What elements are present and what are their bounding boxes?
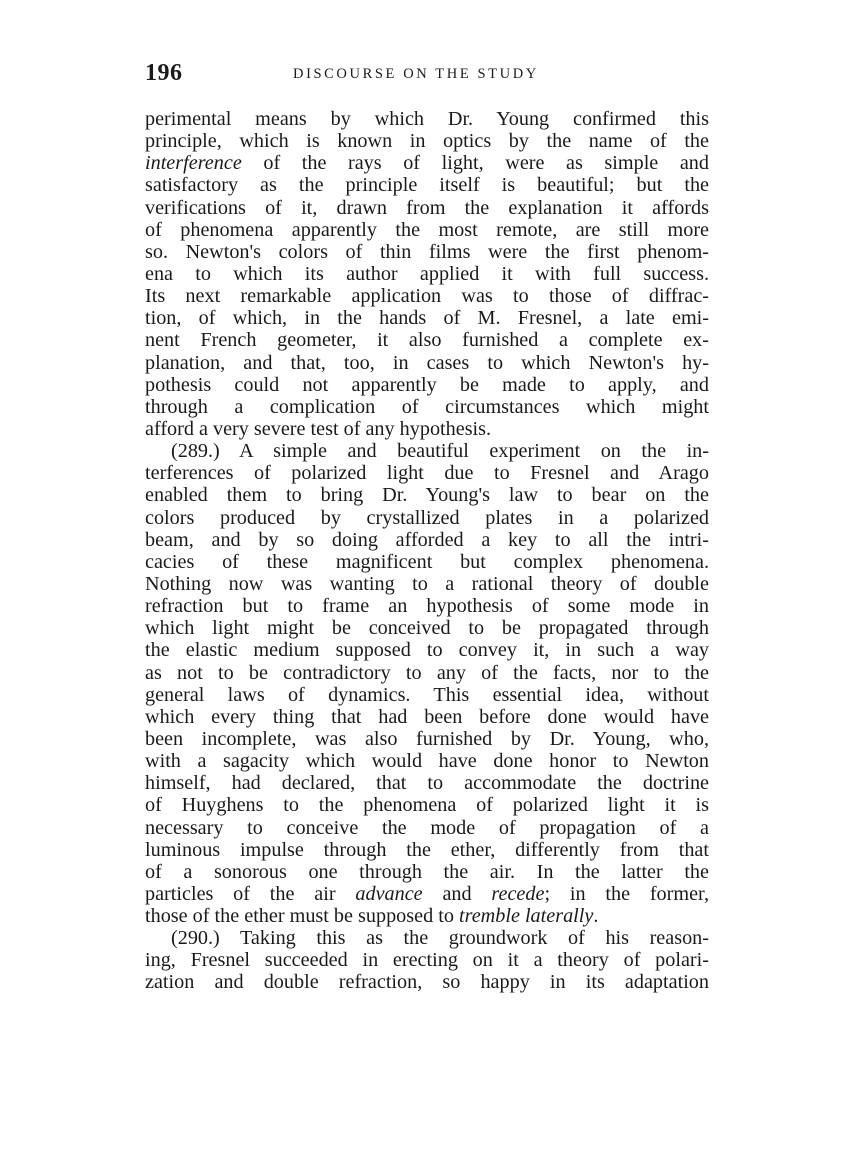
body-text <box>145 108 709 994</box>
running-head: DISCOURSE ON THE STUDY <box>293 66 539 82</box>
text-line: of phenomena apparently the most remote, are still more <box>145 218 709 241</box>
page-header <box>145 60 709 92</box>
text-line: the elastic medium supposed to convey it, in such a way <box>145 639 709 662</box>
paragraph-289-start: (289.) A simple and beautiful experiment on the in- <box>171 440 709 463</box>
text-line: of Huyghens to the phenomena of polarized light it is <box>145 794 709 817</box>
text-line: pothesis could not apparently be made to apply, and <box>145 373 709 396</box>
text-line <box>145 905 709 927</box>
text-line: nent French geometer, it also furnished a complete ex- <box>145 329 709 352</box>
text-line: tion, of which, in the hands of M. Fresnel, a late emi- <box>145 307 709 330</box>
text-line: which light might be conceived to be propagated through <box>145 617 709 640</box>
text-run: of the rays of light, were as simple and <box>241 152 709 175</box>
text-line: colors produced by crystallized plates in a polarized <box>145 506 709 529</box>
text-line: beam, and by so doing afforded a key to all the intri- <box>145 528 709 551</box>
text-line: through a complication of circumstances which might <box>145 395 709 418</box>
italic-term: advance <box>355 882 423 905</box>
text-line: verifications of it, drawn from the explanation it affords <box>145 196 709 219</box>
text-line: of a sonorous one through the air. In the latter the <box>145 860 709 883</box>
text-line <box>145 883 709 905</box>
italic-term: interference <box>145 152 242 175</box>
text-run: particles of the air <box>145 882 356 905</box>
paragraph-290-start: (290.) Taking this as the groundwork of his reason- <box>171 927 709 950</box>
page-number: 196 <box>145 60 183 86</box>
italic-term: recede <box>491 882 545 905</box>
text-line: satisfactory as the principle itself is beautiful; but the <box>145 174 709 197</box>
text-run: . <box>593 905 599 928</box>
text-line: necessary to conceive the mode of propagation of a <box>145 816 709 839</box>
text-run: ; in the former, <box>544 882 710 905</box>
text-line: which every thing that had been before done would have <box>145 705 709 728</box>
text-line: planation, and that, too, in cases to which Newton's hy- <box>145 351 709 374</box>
text-line: Nothing now was wanting to a rational theory of double <box>145 572 709 595</box>
text-run: those of the ether must be supposed to <box>145 905 459 928</box>
text-line: enabled them to bring Dr. Young's law to bear on the <box>145 484 709 507</box>
text-line: with a sagacity which would have done honor to Newton <box>145 750 709 773</box>
text-line: so. Newton's colors of thin films were the first phenom- <box>145 240 709 263</box>
italic-term: tremble laterally <box>458 905 594 928</box>
text-line: luminous impulse through the ether, differently from that <box>145 838 709 861</box>
text-line: zation and double refraction, so happy in its adaptation <box>145 971 709 994</box>
text-run: and <box>422 882 492 905</box>
text-line: afford a very severe test of any hypothesis. <box>145 417 492 440</box>
text-line: Its next remarkable application was to those of diffrac- <box>145 285 709 308</box>
text-line: principle, which is known in optics by the name of the <box>145 130 709 153</box>
text-line: general laws of dynamics. This essential idea, without <box>145 683 709 706</box>
text-line: been incomplete, was also furnished by Dr. Young, who, <box>145 727 709 750</box>
text-line <box>145 152 709 174</box>
text-line: refraction but to frame an hypothesis of some mode in <box>145 595 709 618</box>
text-line: ena to which its author applied it with full success. <box>145 262 709 285</box>
text-line: cacies of these magnificent but complex phenomena. <box>145 550 709 573</box>
text-line: perimental means by which Dr. Young confirmed this <box>145 108 709 130</box>
text-line: ing, Fresnel succeeded in erecting on it a theory of polari- <box>145 949 709 972</box>
text-line: terferences of polarized light due to Fresnel and Arago <box>145 462 709 485</box>
text-line: as not to be contradictory to any of the facts, nor to the <box>145 661 709 684</box>
text-line: himself, had declared, that to accommodate the doctrine <box>145 772 709 795</box>
